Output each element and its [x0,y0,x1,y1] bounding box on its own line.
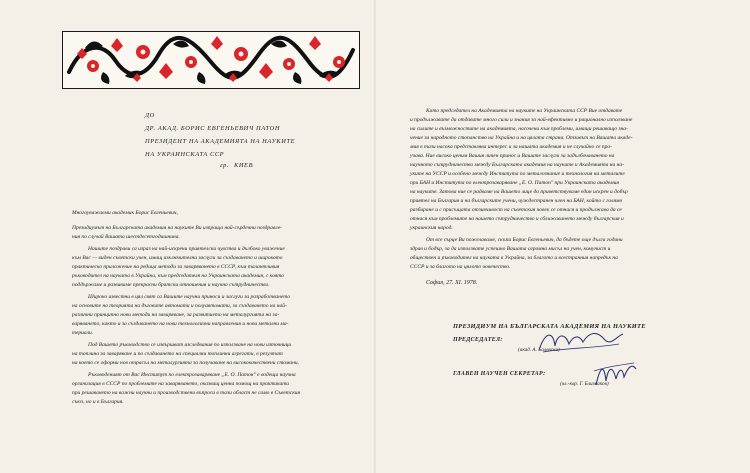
body-line: чение за народното стопанство на Украйна и на цялата страна. Отзивът на Вашата акаде- [410,135,633,141]
secretary-title: ГЛАВЕН НАУЧЕН СЕКРЕТАР: [453,371,546,377]
secretary-name: (чл.-кор. Г. Близнаков) [560,381,609,387]
secretary-signature-icon [590,357,640,391]
body-line: украинския народ. [410,225,453,231]
body-line: и продължавате да отдавате много сили и знания за най-ефективно и рационално използване [410,117,633,123]
body-line: отнася към проблемите на нашето сътрудничество и сближаването между българския и [410,216,624,222]
body-line: различни принципно нови методи на заваряване, за развитието на металургията на за- [72,312,280,318]
body-line: Като председател на Академията на науките на Украинската ССР Вие отдавате [426,108,623,114]
body-line: варяването, както и за създаването на нови технологични направления и нови метални ма- [72,321,289,327]
body-line: съюз, но и в България. [72,399,124,405]
body-line: мия в тази насока представлява интерес и за нашата академия и не случайно се про- [410,144,612,150]
chair-title: ПРЕДСЕДАТЕЛ: [453,337,503,343]
body-line: организация в СССР по проблемите на заваряването, оказващ ценна помощ на практиката [72,381,290,387]
body-line: здрав и бодър, за да използвате успешно Вашата огромна мисъл на учен, комунист и [410,246,611,252]
greeting: Многоуважаеми академик Борис Евгеньевич, [72,210,178,216]
chair-signature-icon [535,326,625,356]
page-fold [374,0,376,473]
body-line: на основите на теорията на дъговите автомати и полуавтомати, за създаването на най- [72,303,287,309]
body-line: практическо приложение на редица методи за заваряването в СССР, към талантливия [72,264,280,270]
body-line: ръководител на науката в Украйна, към председателя на Украинската академия, с която [72,273,284,279]
body-line: на топлина за заваряване и по създаването на специални топлинни агрегати, в резултат [72,351,283,357]
body-line: при БАН и Института по електрозаваряване „Е. О. Патон" при Украинската академия [410,180,619,186]
address-country: НА УКРАИНСКАТА ССР [145,151,225,158]
chair-name: (акад. А. Балевски) [518,347,560,353]
body-line: на което се оформи нов отрасъл на металургията за получаване на висококачествени стомани. [72,360,299,366]
address-position: ПРЕЗИДЕНТ НА АКАДЕМИЯТА НА НАУКИТЕ [145,138,296,145]
address-city-prefix: гр. [220,162,230,169]
address-to: ДО [145,112,155,119]
body-line: обществен и ръководител на науката в Украйна, за благото и всестранния напредък на [410,255,618,261]
body-line: на силите и възможностите на академията, насочени към проблеми, имащи решаващо зна- [410,126,628,132]
body-line: териали. [72,330,94,336]
presidium-title: ПРЕЗИДИУМ НА БЪЛГАРСКАТА АКАДЕМИЯ НА НАУКИТЕ [453,323,646,330]
body-line: От все сърце Ви пожелаваме, скъпи Борис Евгеньевич, да бъдете още дълги години [426,237,623,243]
body-line: към Вас — виден съветски учен, имащ изключителни заслуги за създаването и широкото [72,255,283,261]
body-line: Нашите поздрави са израз на най-искрени приятелски чувства и дълбоко уважение [88,246,285,252]
body-line: разбиране и с присъщата отзивчивост на съветския човек се отнася и продължава да се [410,207,622,213]
body-line: СССР и за благото на цялото човечество. [410,264,511,270]
body-line: ния по случай Вашата шестдесетгодишнина. [72,234,180,240]
ornament-pattern-icon [63,32,359,88]
body-line: научното сътрудничество между Българската академия на науките и Академията на на- [410,162,624,168]
address-city: КИЕВ [234,162,254,169]
body-line: Широко известни в цял свят са Вашите научни приноси и заслуги за разработването [88,294,290,300]
body-line: Президиумът на Българската академия на науките Ви изпраща най-сърдечни поздравле- [72,225,283,231]
body-line: на науките. Затова ние се радваме на Вашето лице до приветствуваме един искрен и добър [410,189,628,195]
letter-date: София, 27. XI. 1978. [426,280,478,286]
body-line: поддържаме и развиваме прекрасни братски отношения и научно сътрудничество. [72,282,270,288]
body-line: при решаването на важни научни и производствени въпроси в тази област не само в Съветския [72,390,301,396]
body-line: приятел на България и на българските учени, чуждестранен член на БАН, който с голямо [410,198,623,204]
address-name: ДР. АКАД. БОРИС ЕВГЕНЬЕВИЧ ПАТОН [145,125,281,132]
body-line: Ръководеният от Вас Институт по електрозаваряване „Е. О. Патон" е водеща научна [88,372,296,378]
folk-ornament-banner [62,31,360,89]
body-line: учава. Ние високо ценим Вашия личен принос и Вашите заслуги за задълбочаването на [410,153,615,159]
body-line: Под Вашето ръководство се извършват изследвания по използване на нови източници [88,342,292,348]
body-line: уките на УССР и особено между Института по металознание и технология на металите [410,171,625,177]
